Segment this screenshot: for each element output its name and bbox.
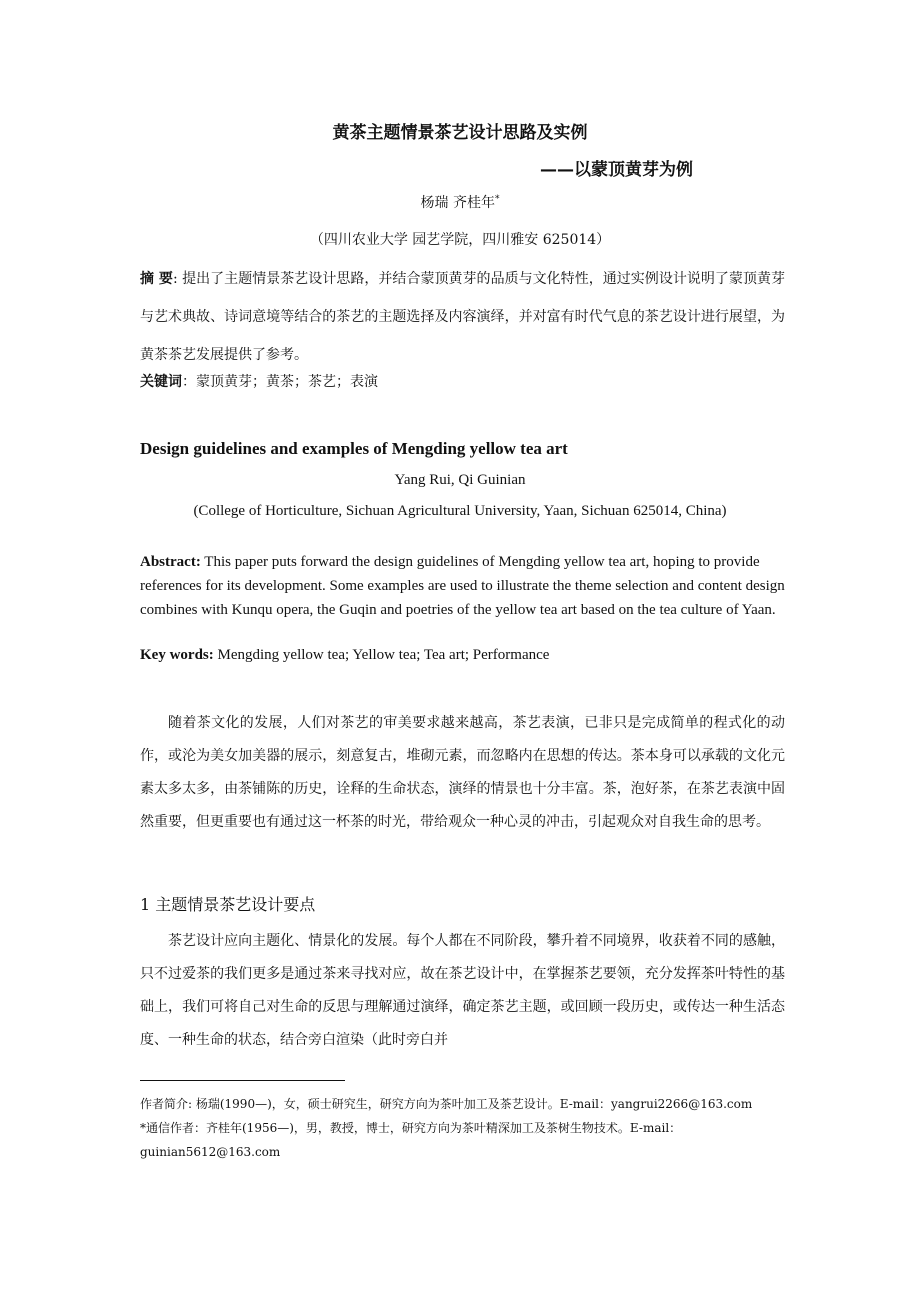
- keywords-cn: [140, 371, 378, 391]
- authors-cn: [0, 192, 920, 212]
- footnote-divider: [140, 1080, 345, 1081]
- keywords-en-text: Mengding yellow tea; Yellow tea; Tea art; Performance: [213, 647, 550, 663]
- abstract-en-text: This paper puts forward the design guidelines of Mengding yellow tea art, hoping to provide references for its development. Some examples are used to illustrate the theme selection and content design combines with Kunqu opera, the Guqin and poetries of the yellow tea art based on the tea culture of Yaan.: [140, 554, 785, 618]
- abstract-cn-label: 摘 要: [140, 271, 173, 287]
- keywords-cn-text: ：蒙顶黄芽；黄茶；茶艺；表演: [182, 374, 378, 390]
- section-number: 1: [140, 895, 151, 914]
- affiliation-cn: （四川农业大学 园艺学院，四川雅安 625014）: [309, 232, 611, 248]
- abstract-cn-text: : 提出了主题情景茶艺设计思路，并结合蒙顶黄芽的品质与文化特性，通过实例设计说明了蒙顶黄芽与艺术典故、诗词意境等结合的茶艺的主题选择及内容演绎，并对富有时代气息的茶艺设计进行展望，为黄茶茶艺发展提供了参考。: [140, 271, 785, 363]
- body-paragraph-2: 茶艺设计应向主题化、情景化的发展。每个人都在不同阶段，攀升着不同境界，收获着不同的感触，只不过爱茶的我们更多是通过茶来寻找对应，故在茶艺设计中，在掌握茶艺要领，充分发挥茶叶特性的基础上，我们可将自己对生命的反思与理解通过演绎，确定茶艺主题，或回顾一段历史，或传达一种生活态度、一种生命的状态，结合旁白渲染（此时旁白并: [140, 933, 785, 1048]
- abstract-cn: [140, 260, 785, 374]
- footnote-author-bio: 作者简介: 杨瑞(1990—)，女，硕士研究生，研究方向为茶叶加工及茶艺设计。E-mail：yangrui2266@163.com: [140, 1097, 753, 1111]
- paper-subtitle: ——以蒙顶黄芽为例: [540, 160, 693, 180]
- author-names: 杨瑞 齐桂年: [420, 195, 495, 211]
- section-heading-1: [140, 892, 315, 915]
- abstract-en: [140, 550, 785, 622]
- keywords-cn-label: 关键词: [140, 374, 182, 390]
- section-title: 主题情景茶艺设计要点: [155, 895, 316, 914]
- paper-title-en: Design guidelines and examples of Mengding yellow tea art: [140, 439, 568, 458]
- keywords-en-label: Key words:: [140, 647, 214, 663]
- footnote-corresponding-author: *通信作者：齐桂年(1956—)，男，教授，博士，研究方向为茶叶精深加工及茶树生物技术。E-mail：guinian5612@163.com: [140, 1121, 682, 1159]
- affiliation-en: (College of Horticulture, Sichuan Agricultural University, Yaan, Sichuan 625014, China): [193, 503, 727, 519]
- body-paragraph-1: 随着茶文化的发展，人们对茶艺的审美要求越来越高，茶艺表演，已非只是完成简单的程式化的动作，或沦为美女加美器的展示，刻意复古，堆砌元素，而忽略内在思想的传达。茶本身可以承载的文化元素太多太多，由茶铺陈的历史，诠释的生命状态，演绎的情景也十分丰富。茶，泡好茶，在茶艺表演中固然重要，但更重要也有通过这一杯茶的时光，带给观众一种心灵的冲击，引起观众对自我生命的思考。: [140, 715, 785, 830]
- keywords-en: [140, 647, 549, 664]
- corresponding-author-mark: *: [494, 194, 500, 205]
- authors-en: Yang Rui, Qi Guinian: [394, 472, 526, 488]
- abstract-en-label: Abstract:: [140, 554, 201, 570]
- paper-title: 黄茶主题情景茶艺设计思路及实例: [332, 123, 588, 143]
